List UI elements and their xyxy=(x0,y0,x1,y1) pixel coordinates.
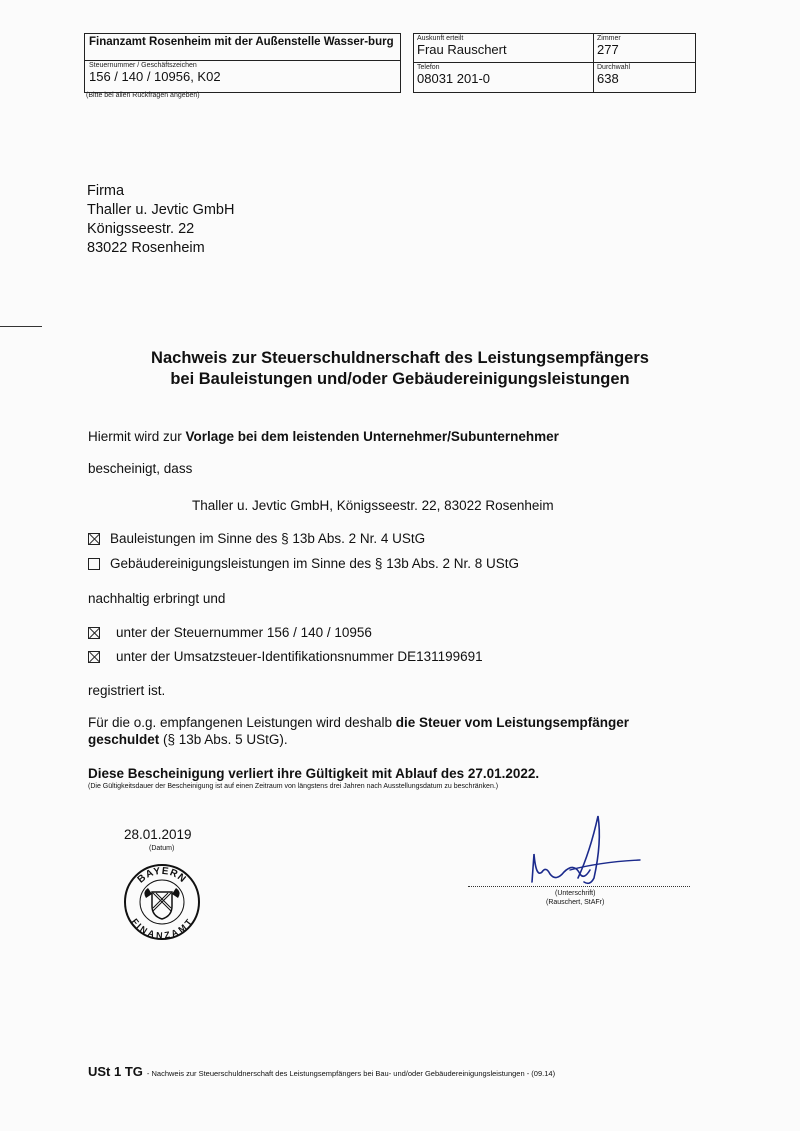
fold-mark xyxy=(0,326,42,327)
intro-text xyxy=(88,428,559,445)
form-footer xyxy=(88,1064,555,1079)
document-title xyxy=(0,348,800,390)
validity-statement: Diese Bescheinigung verliert ihre Gültigkeit mit Ablauf des 27.01.2022. xyxy=(88,766,540,781)
tax-ref-value: 156 / 140 / 10956, K02 xyxy=(89,69,221,84)
finanzamt-seal-icon xyxy=(122,862,202,942)
contact-label: Auskunft erteilt xyxy=(417,35,464,42)
checkbox-tax-number[interactable] xyxy=(88,627,100,639)
option-cleaning-label: Gebäudereinigungsleistungen im Sinne des § 13b Abs. 2 Nr. 8 UStG xyxy=(110,556,520,571)
form-description: - Nachweis zur Steuerschuldnerschaft des Leistungsempfängers bei Bau- und/oder Gebäudereinigungsleistungen - (09.14) xyxy=(146,1069,556,1078)
sustained-text: nachhaltig erbringt und xyxy=(88,591,226,606)
title-line-2: bei Bauleistungen und/oder Gebäudereinigungsleistungen xyxy=(170,370,630,388)
liability-bold-1: die Steuer vom Leistungsempfänger xyxy=(395,715,630,730)
recipient-address xyxy=(87,182,234,258)
room-cell xyxy=(594,34,695,63)
checkbox-vat-id[interactable] xyxy=(88,651,100,663)
extension-cell xyxy=(594,63,695,92)
registration-tax-number-label: unter der Steuernummer 156 / 140 / 10956 xyxy=(116,625,372,640)
registered-text: registriert ist. xyxy=(88,683,166,698)
recipient-line-3: Königsseestr. 22 xyxy=(87,221,195,237)
svg-text:BAYERN xyxy=(136,866,189,886)
registration-vat-id-label: unter der Umsatzsteuer-Identifikationsnummer DE131199691 xyxy=(116,649,483,664)
office-name-cell xyxy=(85,34,400,61)
checkbox-cleaning[interactable] xyxy=(88,558,100,570)
room-value: 277 xyxy=(597,42,619,57)
contact-value: Frau Rauschert xyxy=(417,42,507,57)
contact-cell xyxy=(414,34,594,63)
contact-header-box xyxy=(413,33,696,93)
liability-suffix: (§ 13b Abs. 5 UStG). xyxy=(159,732,288,747)
title-line-1: Nachweis zur Steuerschuldnerschaft des Leistungsempfängers xyxy=(151,349,649,367)
seal-bottom-text: FINANZAMT xyxy=(129,916,195,941)
svg-text:FINANZAMT xyxy=(130,917,195,941)
extension-label: Durchwahl xyxy=(597,64,631,71)
company-line: Thaller u. Jevtic GmbH, Königsseestr. 22, 83022 Rosenheim xyxy=(192,498,554,513)
extension-value: 638 xyxy=(597,71,619,86)
liability-bold-2: geschuldet xyxy=(88,732,160,747)
option-construction xyxy=(88,530,425,547)
intro-prefix: Hiermit wird zur xyxy=(88,429,186,444)
validity-note: (Die Gültigkeitsdauer der Bescheinigung ist auf einen Zeitraum von längstens drei Jahren nach Ausstellungsdatum zu beschränken.) xyxy=(88,783,499,790)
recipient-line-1: Firma xyxy=(87,183,125,199)
signer-name: (Rauschert, StAFr) xyxy=(546,899,605,906)
office-header-box xyxy=(84,33,401,93)
form-id: USt 1 TG xyxy=(88,1064,143,1079)
phone-cell xyxy=(414,63,594,92)
checkbox-construction[interactable] xyxy=(88,533,100,545)
signature-line xyxy=(468,886,690,887)
header-note: (Bitte bei allen Rückfragen angeben) xyxy=(86,92,200,99)
registration-tax-number xyxy=(88,624,372,641)
issue-date: 28.01.2019 xyxy=(124,827,192,842)
certified-text: bescheinigt, dass xyxy=(88,461,193,476)
liability-prefix: Für die o.g. empfangenen Leistungen wird deshalb xyxy=(88,715,396,730)
tax-ref-cell xyxy=(85,61,400,92)
recipient-line-4: 83022 Rosenheim xyxy=(87,240,205,256)
signature-label: (Unterschrift) xyxy=(555,890,596,897)
registration-vat-id xyxy=(88,648,483,665)
option-cleaning xyxy=(88,555,519,572)
issue-date-label: (Datum) xyxy=(149,845,175,852)
office-name: Finanzamt Rosenheim mit der Außenstelle Wasser-burg xyxy=(89,36,394,48)
handwritten-signature-icon xyxy=(520,812,650,892)
seal-top-text: BAYERN xyxy=(135,865,189,886)
intro-bold: Vorlage bei dem leistenden Unternehmer/Subunternehmer xyxy=(185,429,559,444)
phone-value: 08031 201-0 xyxy=(417,71,491,86)
room-label: Zimmer xyxy=(597,35,621,42)
liability-text xyxy=(88,714,708,748)
tax-ref-label: Steuernummer / Geschäftszeichen xyxy=(89,62,197,69)
recipient-line-2: Thaller u. Jevtic GmbH xyxy=(87,202,235,218)
phone-label: Telefon xyxy=(417,64,440,71)
option-construction-label: Bauleistungen im Sinne des § 13b Abs. 2 Nr. 4 UStG xyxy=(110,531,426,546)
